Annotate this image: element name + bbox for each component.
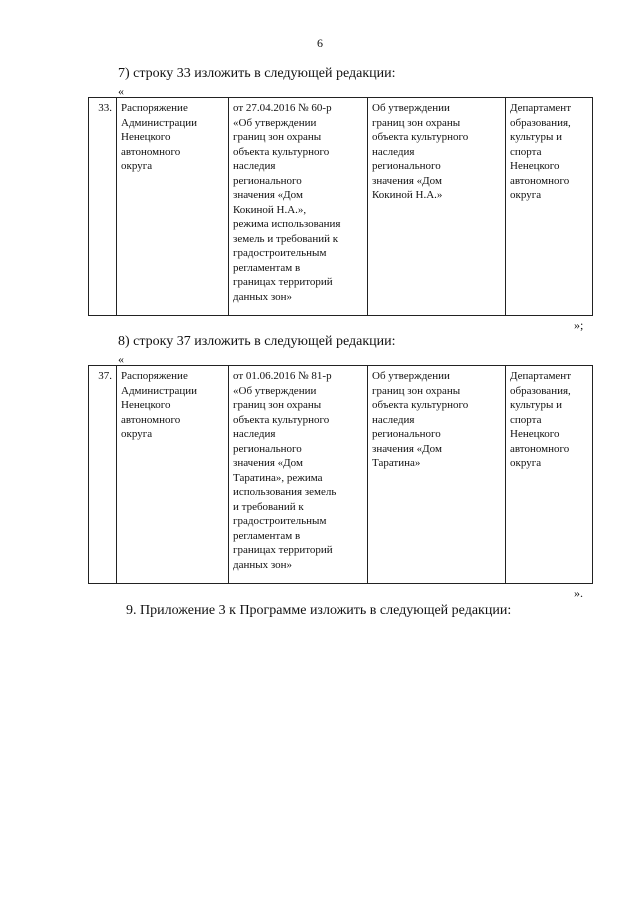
row-doc-type: Распоряжение Администрации Ненецкого автономного округа: [117, 366, 229, 584]
row-number: 37.: [89, 366, 117, 584]
section8-heading: 8) строку 37 изложить в следующей редакции:: [118, 334, 396, 349]
row-subject: Об утверждении границ зон охраны объекта культурного наследия регионального значения «Дом Кокиной Н.А.»: [368, 98, 506, 316]
row-number: 33.: [89, 98, 117, 316]
table-row: [89, 366, 593, 584]
row-doc-type: Распоряжение Администрации Ненецкого автономного округа: [117, 98, 229, 316]
row-details: от 01.06.2016 № 81-р «Об утверждении границ зон охраны объекта культурного наследия регионального значения «Дом Таратина», режима использования земель и требований к градостроительным регламентам в границах территорий данных зон»: [229, 366, 368, 584]
section7-table: [88, 97, 593, 316]
section7-open-quote: «: [118, 84, 124, 98]
row-executor: Департамент образования, культуры и спорта Ненецкого автономного округа: [506, 98, 593, 316]
section8-close-quote: ».: [574, 586, 583, 600]
row-subject: Об утверждении границ зон охраны объекта культурного наследия регионального значения «Дом Таратина»: [368, 366, 506, 584]
section8-table: [88, 365, 593, 584]
row-executor: Департамент образования, культуры и спорта Ненецкого автономного округа: [506, 366, 593, 584]
row-details: от 27.04.2016 № 60-р «Об утверждении границ зон охраны объекта культурного наследия регионального значения «Дом Кокиной Н.А.», режима использования земель и требований к градостроительным регламентам в границах территорий данных зон»: [229, 98, 368, 316]
table-row: [89, 98, 593, 316]
section7-close-quote: »;: [574, 318, 584, 332]
section8-open-quote: «: [118, 352, 124, 366]
section9-heading: 9. Приложение 3 к Программе изложить в следующей редакции:: [126, 603, 512, 618]
section7-heading: 7) строку 33 изложить в следующей редакции:: [118, 66, 396, 81]
page-number: 6: [317, 36, 323, 50]
